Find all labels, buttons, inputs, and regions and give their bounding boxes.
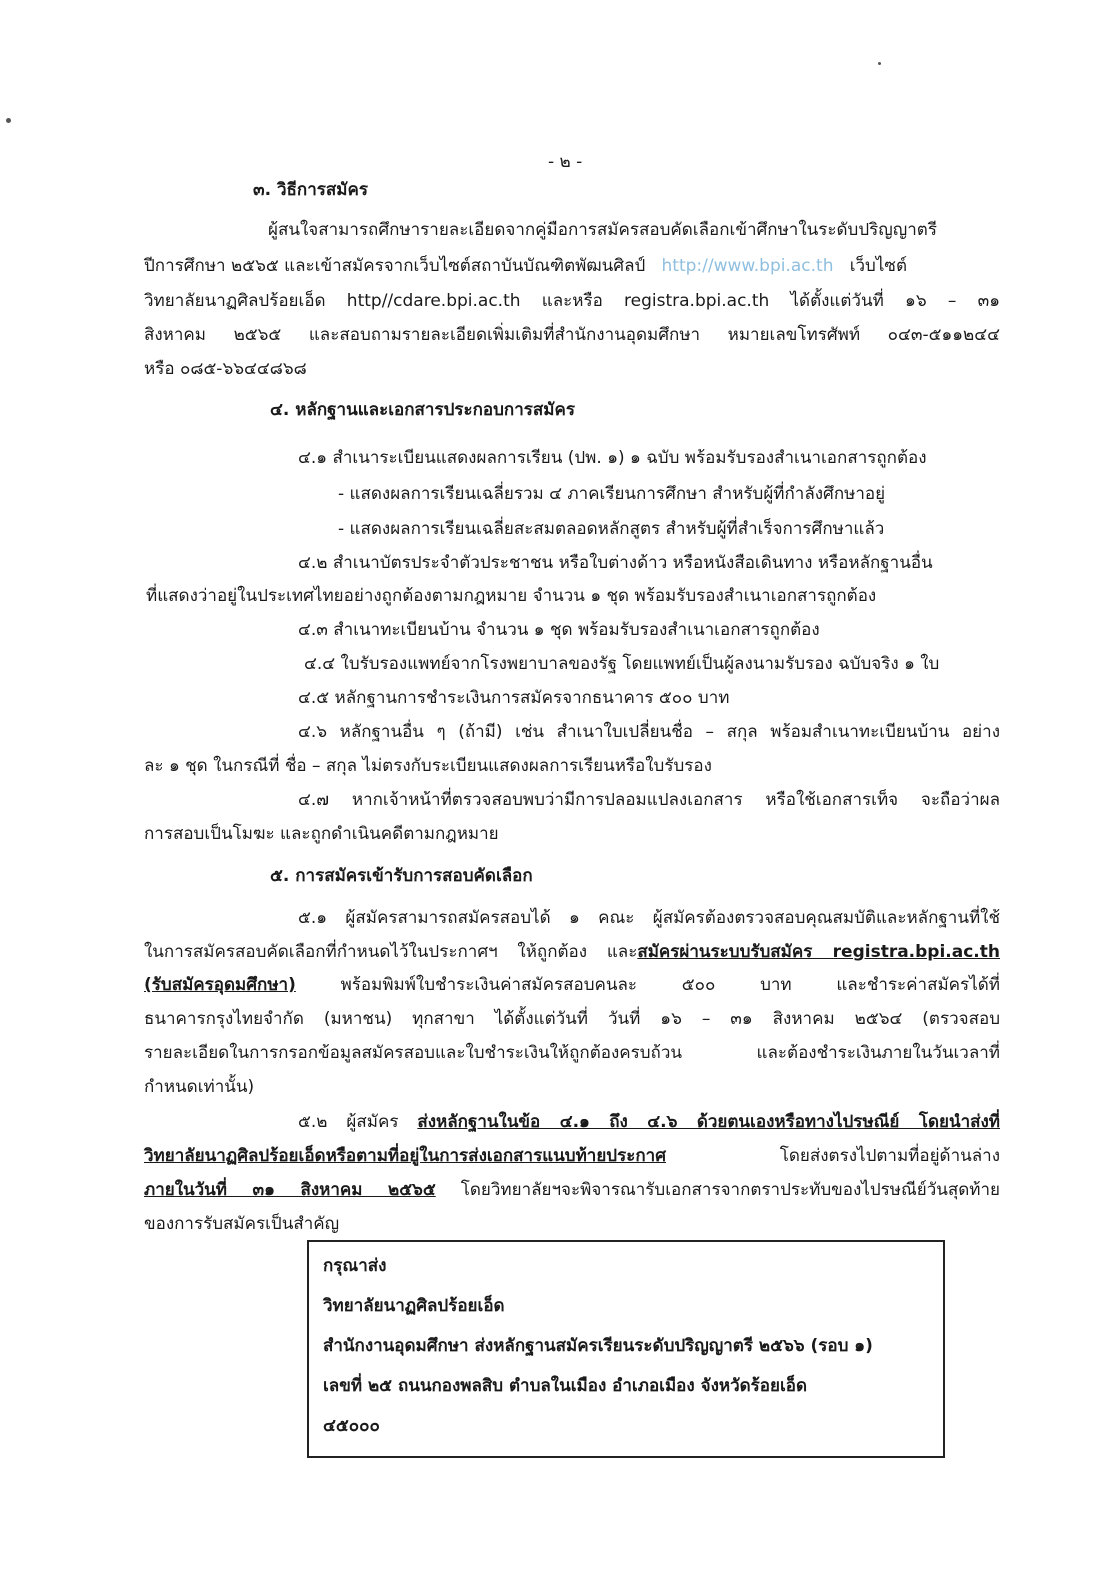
item-4-1-bullet-1: - แสดงผลการเรียนเฉลี่ยรวม ๔ ภาคเรียนการศึกษา สำหรับผู้ที่กำลังศึกษาอยู่ [338,484,886,504]
address-line-1: กรุณาส่ง [323,1256,387,1276]
address-line-4: เลขที่ ๒๕ ถนนกองพลสิบ ตำบลในเมือง อำเภอเมือง จังหวัดร้อยเอ็ด [323,1376,808,1396]
submission-location-text: วิทยาลัยนาฏศิลปร้อยเอ็ดหรือตามที่อยู่ในการส่งเอกสารแนบท้ายประกาศ [144,1146,666,1166]
item-4-7: ๔.๗ หากเจ้าหน้าที่ตรวจสอบพบว่ามีการปลอมแปลงเอกสาร หรือใช้เอกสารเท็จ จะถือว่าผล [298,790,1000,810]
item-5-1-line-6: กำหนดเท่านั้น) [144,1077,255,1097]
scan-speck [6,118,11,123]
higher-education-admission-text: (รับสมัครอุดมศึกษา) [144,975,296,995]
section-3-line-5: หรือ ๐๘๕-๖๖๔๔๘๖๘ [144,359,307,379]
item-5-2-line-4: ของการรับสมัครเป็นสำคัญ [144,1214,340,1234]
item-4-5: ๔.๕ หลักฐานการชำระเงินการสมัครจากธนาคาร ๕๐๐ บาท [298,688,730,708]
item-5-2-line-3 [144,1178,1000,1202]
item-4-7-cont: การสอบเป็นโมฆะ และถูกดำเนินคดีตามกฎหมาย [144,824,499,844]
item-4-6: ๔.๖ หลักฐานอื่น ๆ (ถ้ามี) เช่น สำเนาใบเปลี่ยนชื่อ – สกุล พร้อมสำเนาทะเบียนบ้าน อย่าง [298,722,1000,742]
bpi-website-link[interactable]: http://www.bpi.ac.th [661,256,834,276]
item-5-2-line-2 [144,1144,1000,1168]
page-number: - ๒ - [548,152,583,172]
item-5-1-line-5: รายละเอียดในการกรอกข้อมูลสมัครสอบและใบชำระเงินให้ถูกต้องครบถ้วน และต้องชำระเงินภายในวันเวลาที่ [144,1043,1000,1063]
item-4-4: ๔.๔ ใบรับรองแพทย์จากโรงพยาบาลของรัฐ โดยแพทย์เป็นผู้ลงนามรับรอง ฉบับจริง ๑ ใบ [304,654,940,674]
item-5-1-line-3-text: พร้อมพิมพ์ใบชำระเงินค่าสมัครสอบคนละ ๕๐๐ บาท และชำระค่าสมัครได้ที่ [340,975,1000,995]
item-5-1-line-2-text: ในการสมัครสอบคัดเลือกที่กำหนดไว้ในประกาศฯ ให้ถูกต้อง และ [144,942,638,962]
item-5-1-line-4: ธนาคารกรุงไทยจำกัด (มหาชน) ทุกสาขา ได้ตั้งแต่วันที่ วันที่ ๑๖ – ๓๑ สิงหาคม ๒๕๖๔ (ตรวจสอบ [144,1009,1000,1029]
section-5-heading: ๕. การสมัครเข้ารับการสอบคัดเลือก [270,866,533,886]
item-4-1-bullet-2: - แสดงผลการเรียนเฉลี่ยสะสมตลอดหลักสูตร สำหรับผู้ที่สำเร็จการศึกษาแล้ว [338,519,885,539]
section-3-line-2 [144,254,907,278]
address-line-3: สำนักงานอุดมศึกษา ส่งหลักฐานสมัครเรียนระดับปริญญาตรี ๒๕๖๖ (รอบ ๑) [323,1336,873,1356]
deadline-text: ภายในวันที่ ๓๑ สิงหาคม ๒๕๖๕ [144,1180,436,1200]
item-5-2-label: ๕.๒ ผู้สมัคร [298,1112,399,1132]
item-4-2: ๔.๒ สำเนาบัตรประจำตัวประชาชน หรือใบต่างด้าว หรือหนังสือเดินทาง หรือหลักฐานอื่น [298,553,933,573]
item-4-3: ๔.๓ สำเนาทะเบียนบ้าน จำนวน ๑ ชุด พร้อมรับรองสำเนาเอกสารถูกต้อง [298,620,820,640]
section-3-line-3: วิทยาลัยนาฏศิลปร้อยเอ็ด http//cdare.bpi.ac.th และหรือ registra.bpi.ac.th ได้ตั้งแต่วันที่ ๑๖ – ๓๑ [144,291,1000,311]
item-4-1: ๔.๑ สำเนาระเบียนแสดงผลการเรียน (ปพ. ๑) ๑ ฉบับ พร้อมรับรองสำเนาเอกสารถูกต้อง [298,448,927,468]
address-line-2: วิทยาลัยนาฏศิลปร้อยเอ็ด [323,1296,505,1316]
item-5-2-line-2-text: โดยส่งตรงไปตามที่อยู่ด้านล่าง [779,1146,1000,1166]
item-5-1-line-3 [144,973,1000,997]
item-5-1-line-1: ๕.๑ ผู้สมัครสามารถสมัครสอบได้ ๑ คณะ ผู้สมัครต้องตรวจสอบคุณสมบัติและหลักฐานที่ใช้ [298,908,1000,928]
section-3-line-1: ผู้สนใจสามารถศึกษารายละเอียดจากคู่มือการสมัครสอบคัดเลือกเข้าศึกษาในระดับปริญญาตรี [268,220,937,240]
section-3-line-2-suffix: เว็บไซต์ [849,256,907,276]
section-3-line-2-text: ปีการศึกษา ๒๕๖๕ และเข้าสมัครจากเว็บไซต์สถาบันบัณฑิตพัฒนศิลป์ [144,256,646,276]
submission-instruction-text: ส่งหลักฐานในข้อ ๔.๑ ถึง ๔.๖ ด้วยตนเองหรือทางไปรษณีย์ โดยนำส่งที่ [417,1112,1000,1132]
item-5-2-line-3-text: โดยวิทยาลัยฯจะพิจารณารับเอกสารจากตราประทับของไปรษณีย์วันสุดท้าย [460,1180,1000,1200]
item-4-6-cont: ละ ๑ ชุด ในกรณีที่ ชื่อ – สกุล ไม่ตรงกับระเบียนแสดงผลการเรียนหรือใบรับรอง [144,756,712,776]
item-4-2-cont: ที่แสดงว่าอยู่ในประเทศไทยอย่างถูกต้องตามกฎหมาย จำนวน ๑ ชุด พร้อมรับรองสำเนาเอกสารถูกต้อง [146,586,877,606]
address-line-5: ๔๕๐๐๐ [323,1416,380,1436]
scan-speck [878,62,881,65]
item-5-1-line-2 [144,940,1000,964]
address-box [307,1240,945,1458]
section-4-heading: ๔. หลักฐานและเอกสารประกอบการสมัคร [270,400,575,420]
registration-system-link[interactable]: สมัครผ่านระบบรับสมัคร registra.bpi.ac.th [637,942,1000,962]
section-3-heading: ๓. วิธีการสมัคร [253,180,368,200]
item-5-2-line-1 [298,1110,1000,1134]
section-3-line-4: สิงหาคม ๒๕๖๕ และสอบถามรายละเอียดเพิ่มเติมที่สำนักงานอุดมศึกษา หมายเลขโทรศัพท์ ๐๔๓-๕๑๑๒๔๔ [144,325,1000,345]
